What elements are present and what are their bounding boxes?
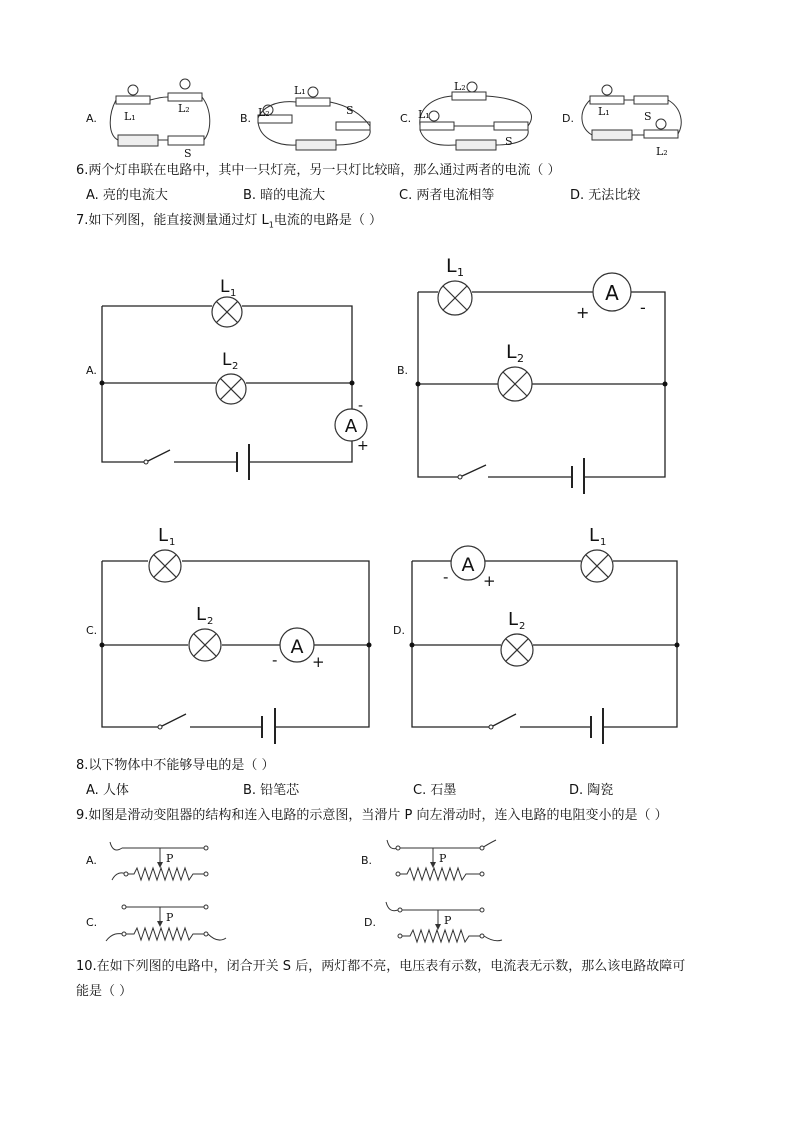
svg-text:L: L <box>220 277 230 297</box>
svg-text:P: P <box>444 914 452 927</box>
q5-option-c-label: C. <box>400 112 412 125</box>
svg-text:A: A <box>290 636 304 658</box>
q6-option-b[interactable]: B. 暗的电流大 <box>243 188 326 203</box>
svg-text:S: S <box>346 104 354 117</box>
q5-option-d-label: D. <box>562 112 574 125</box>
svg-text:2: 2 <box>519 621 526 632</box>
svg-text:S: S <box>644 110 652 123</box>
svg-text:A: A <box>605 281 619 305</box>
q8-option-c[interactable]: C. 石墨 <box>413 783 457 798</box>
svg-text:+: + <box>357 438 369 454</box>
q10-stem-line1: 10.在如下列图的电路中，闭合开关 S 后，两灯都不亮，电压表有示数，电流表无示数，那么该电路故障可 <box>76 959 686 974</box>
svg-text:L: L <box>508 609 519 630</box>
svg-text:L: L <box>589 525 600 546</box>
svg-text:L: L <box>222 350 232 370</box>
q9-rheostat-b[interactable] <box>387 840 496 880</box>
q7-stem: 7.如下列图，能直接测量通过灯 $L_1$电流的电路是（ ） <box>76 213 383 230</box>
q6-option-c[interactable]: C. 两者电流相等 <box>399 188 495 203</box>
q9-option-d-label: D. <box>364 916 376 929</box>
svg-text:L: L <box>158 525 169 546</box>
svg-text:1: 1 <box>169 537 176 548</box>
svg-text:2: 2 <box>232 361 239 372</box>
svg-text:L₂: L₂ <box>656 145 668 158</box>
svg-text:L: L <box>196 604 207 625</box>
q8-option-b[interactable]: B. 铅笔芯 <box>243 783 300 798</box>
q9-rheostat-a[interactable] <box>110 842 208 880</box>
svg-text:1: 1 <box>230 288 237 299</box>
q8-option-d[interactable]: D. 陶瓷 <box>569 783 614 798</box>
svg-text:+: + <box>576 303 590 322</box>
q9-option-a-label: A. <box>86 854 97 867</box>
svg-text:P: P <box>439 852 447 865</box>
q6-option-a[interactable]: A. 亮的电流大 <box>86 188 168 203</box>
svg-text:-: - <box>640 298 646 317</box>
q7-option-c-label: C. <box>86 624 98 637</box>
svg-text:L: L <box>446 255 457 277</box>
q9-rheostat-d[interactable] <box>386 902 502 942</box>
q9-stem: 9.如图是滑动变阻器的结构和连入电路的示意图，当滑片 P 向左滑动时，连入电路的电阻变小的是（ ） <box>76 808 668 823</box>
svg-text:L₁: L₁ <box>598 105 610 118</box>
svg-text:-: - <box>272 651 278 669</box>
svg-text:L₁: L₁ <box>294 84 306 97</box>
q8-stem: 8.以下物体中不能够导电的是（ ） <box>76 758 275 773</box>
svg-text:A: A <box>344 416 358 437</box>
q8-option-a[interactable]: A. 人体 <box>86 783 129 798</box>
svg-text:L₂: L₂ <box>258 106 270 119</box>
svg-text:+: + <box>312 653 325 671</box>
svg-text:S: S <box>505 135 513 148</box>
svg-text:P: P <box>166 911 174 924</box>
svg-text:L₂: L₂ <box>178 102 190 115</box>
q10-stem-line2: 能是（ ） <box>76 984 133 999</box>
svg-text:2: 2 <box>517 352 524 365</box>
svg-text:+: + <box>483 572 496 590</box>
q6-option-d[interactable]: D. 无法比较 <box>570 188 641 203</box>
svg-text:L: L <box>506 341 517 363</box>
q7-option-d-label: D. <box>393 624 405 637</box>
svg-text:L₁: L₁ <box>124 110 136 123</box>
q7-option-a-label: A. <box>86 364 97 377</box>
svg-text:A: A <box>461 554 475 576</box>
q6-stem: 6.两个灯串联在电路中，其中一只灯亮，另一只灯比较暗，那么通过两者的电流（ ） <box>76 163 561 178</box>
svg-text:S: S <box>184 147 192 160</box>
q9-rheostat-c[interactable] <box>106 905 226 941</box>
svg-text:-: - <box>443 568 449 586</box>
svg-text:1: 1 <box>600 537 607 548</box>
q9-option-c-label: C. <box>86 916 98 929</box>
svg-text:L₂: L₂ <box>454 80 466 93</box>
q9-option-b-label: B. <box>361 854 373 867</box>
q7-option-b-label: B. <box>397 364 409 377</box>
svg-text:P: P <box>166 852 174 865</box>
q5-option-a-label: A. <box>86 112 97 125</box>
svg-text:-: - <box>358 398 364 414</box>
svg-text:1: 1 <box>457 266 464 279</box>
svg-text:L₁: L₁ <box>418 108 430 121</box>
svg-text:2: 2 <box>207 616 214 627</box>
q5-option-b-label: B. <box>240 112 252 125</box>
